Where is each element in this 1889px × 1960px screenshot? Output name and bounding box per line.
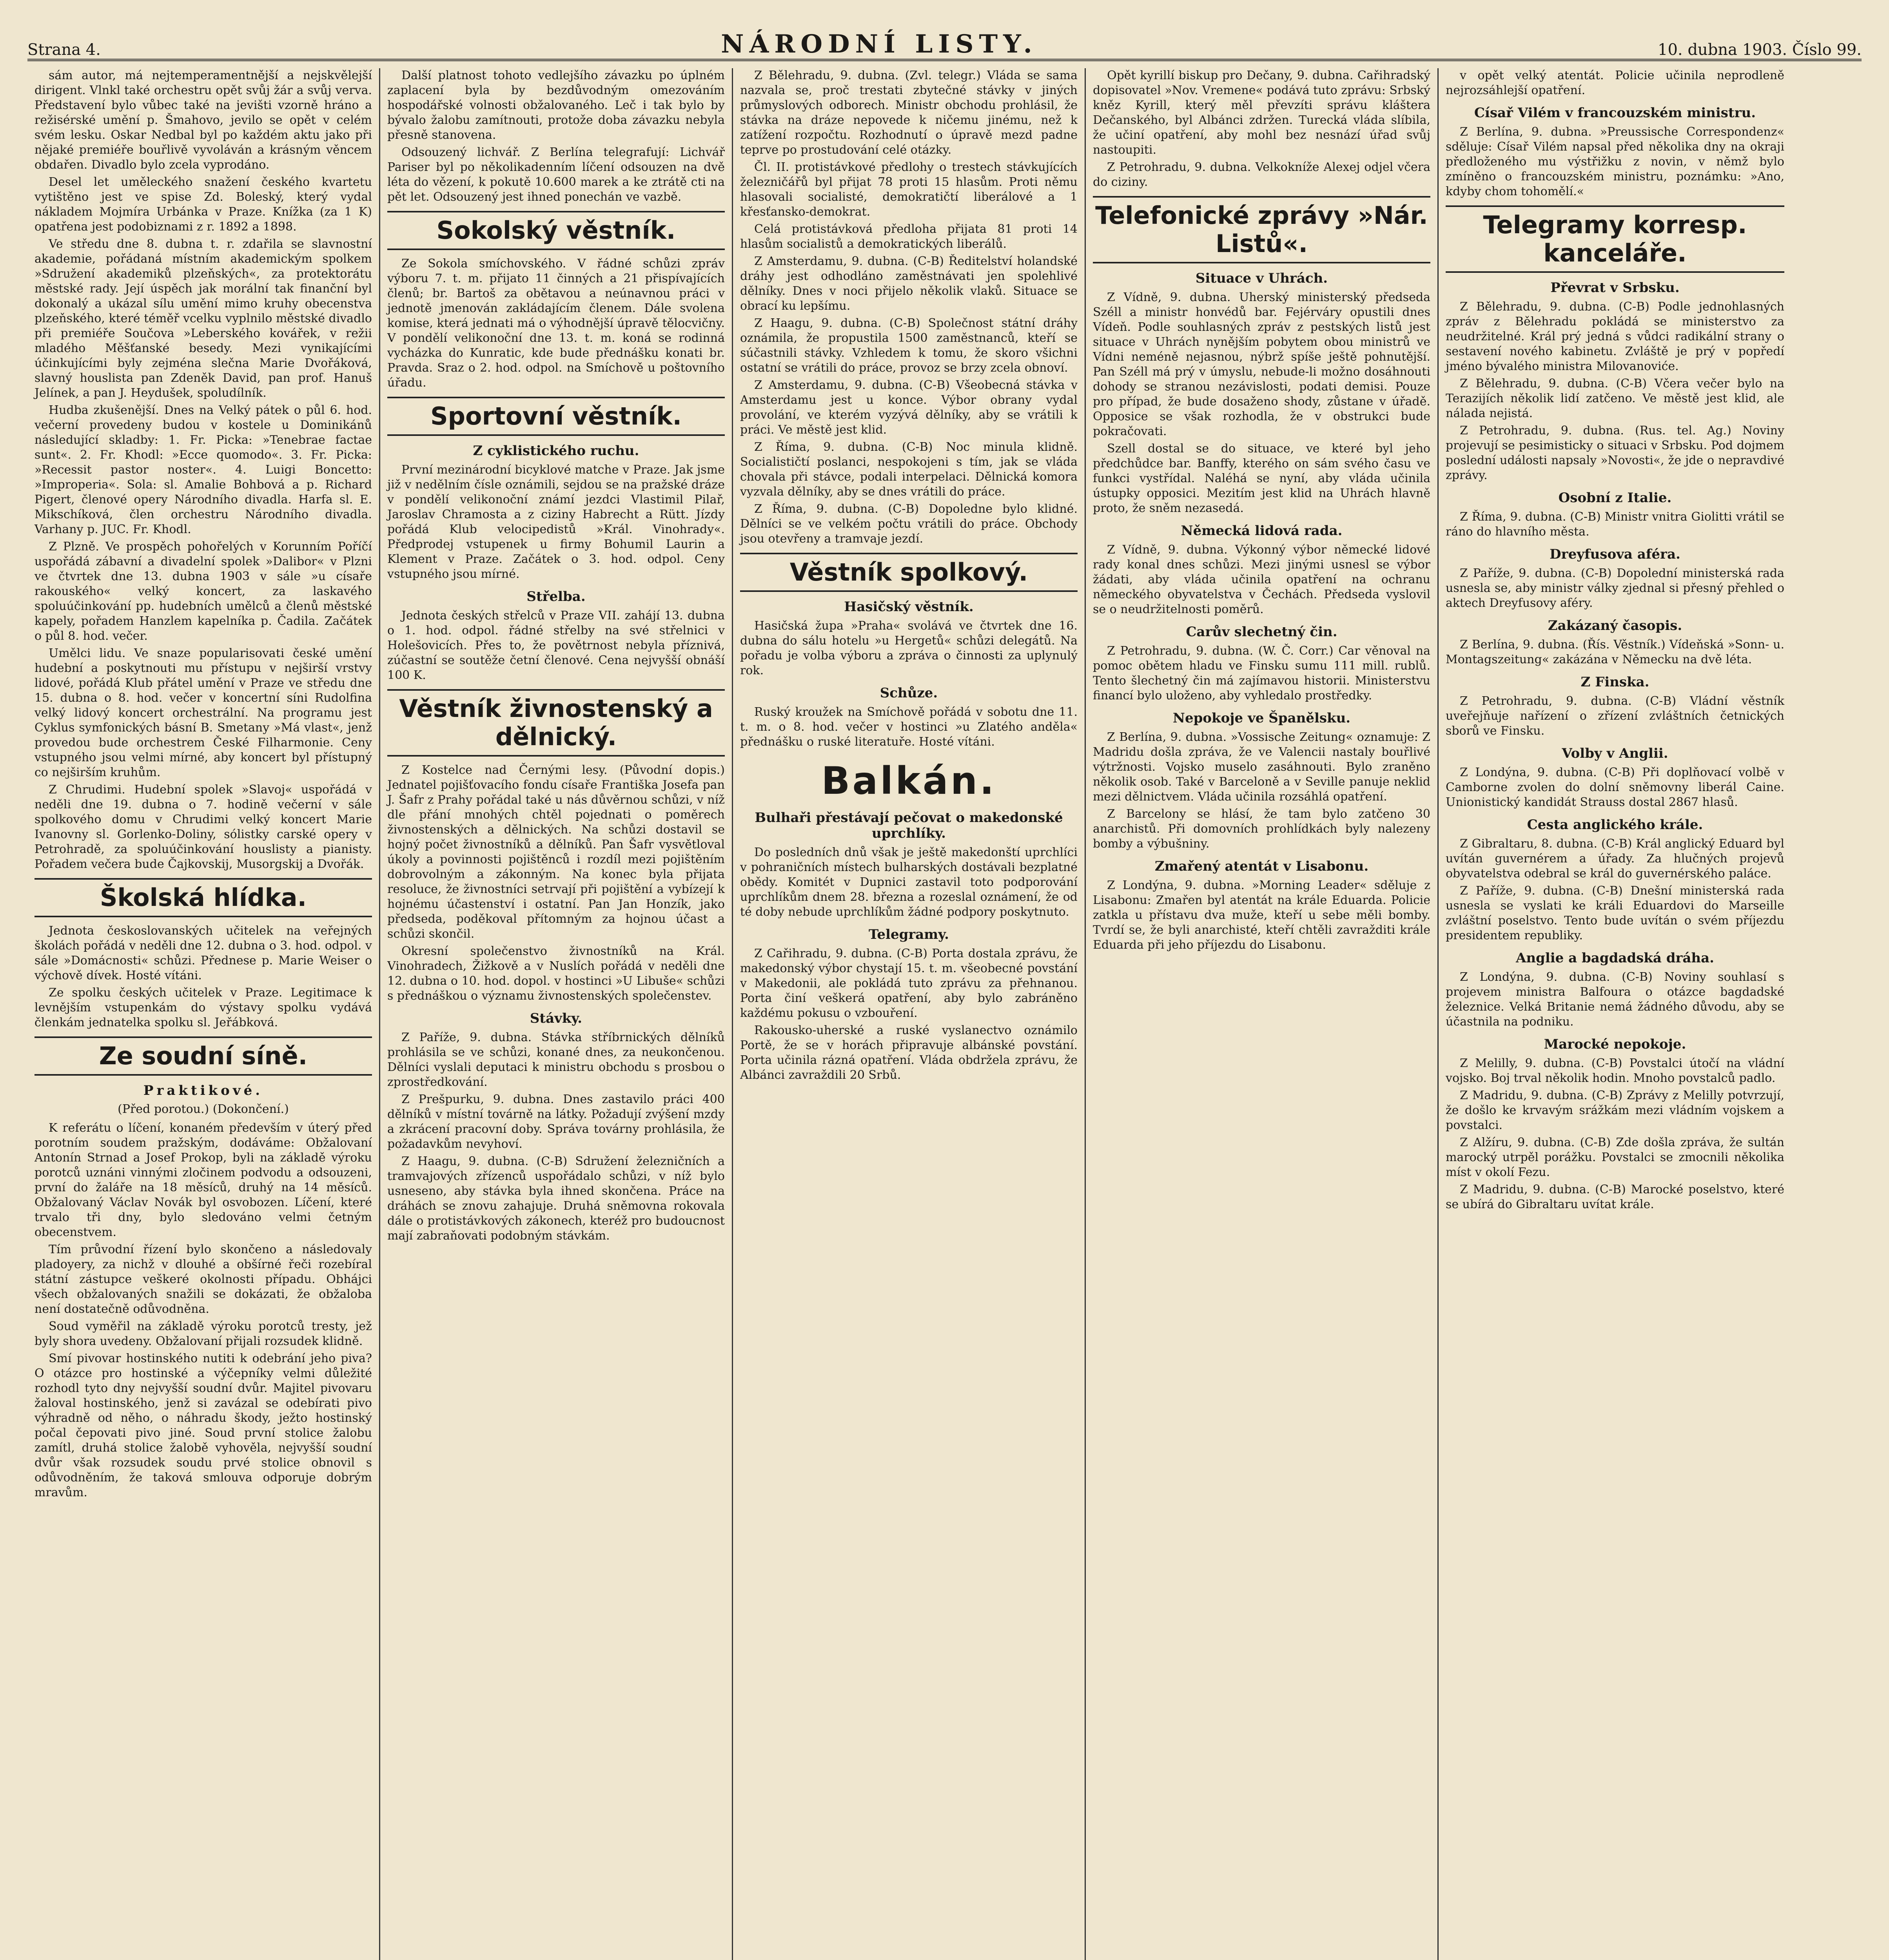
section-heading: Věstník spolkový. bbox=[740, 553, 1078, 592]
section-heading: Telefonické zprávy »Nár. Listů«. bbox=[1093, 196, 1430, 263]
columns bbox=[27, 68, 1862, 1960]
article-text: K referátu o líčení, konaném především v úterý před porotním soudem pražským, dodáváme: Obžalovaní Antonín Strnad a Josef Prokop, byli na základě výroku porotců uznáni vinnými zločinem podvodu a odsouzeni, první do žaláře na 18 měsíců, druhý na 14 měsíců. Obžalovaný Václav Novák byl osvobozen. Líčení, které trvalo tři dny, bylo sledováno velmi četným obecenstvem. bbox=[34, 1121, 372, 1239]
article-text: Z Haagu, 9. dubna. (C-B) Sdružení železničních a tramvajových zřízenců uspořádalo schůzi, v níž bylo usneseno, aby stávka byla ihned skončena. Práce na dráhách se znovu zahajuje. Druhá sněmovna rokovala dále o protistávkových zákonech, kteréž pro budoucnost mají zabraňovati podobným stávkám. bbox=[387, 1154, 725, 1243]
article-text: Z Berlína, 9. dubna. (Řís. Věstník.) Vídeňská »Sonn- u. Montagszeitung« zakázána v Německu na dvě léta. bbox=[1446, 638, 1784, 666]
subsection-heading: Osobní z Italie. bbox=[1558, 490, 1672, 506]
subsection-heading: Nepokoje ve Španělsku. bbox=[1172, 710, 1351, 726]
column-4 bbox=[1086, 68, 1439, 1960]
subsection-heading: Císař Vilém v francouzském ministru. bbox=[1474, 105, 1756, 121]
section-heading: Školská hlídka. bbox=[34, 878, 372, 917]
subsection-heading: Střelba. bbox=[526, 589, 586, 604]
article-text: Z Kostelce nad Černými lesy. (Původní dopis.) Jednatel pojišťovacího fondu císaře Františka Josefa pan J. Šafr z Prahy pořádal také u nás důvěrnou schůzi, v níž dle přání mnohých chtěl pojednati o poměrech živnostenských a dělnických. Na schůzi dostavil se hojný počet živnostníků a dělníků. Pan Šafr vysvětloval úkoly a povinnosti pojištěnců i rozdíl mezi pojištěním dobrovolným a zákonným. Na konec byla přijata resoluce, že živnostníci setrvají při pojištění a vybízejí k hojnému účastenství i ostatní. Pan Jan Honzík, jako předseda, poděkoval přítomným za hojnou účast a schůzi skončil. bbox=[387, 763, 725, 941]
article-text: Z Londýna, 9. dubna. (C-B) Při doplňovací volbě v Camborne zvolen do dolní sněmovny liberál Caine. Unionistický kandidát Strauss dostal 2867 hlasů. bbox=[1446, 766, 1784, 809]
article-text: Z Amsterdamu, 9. dubna. (C-B) Ředitelství holandské dráhy jest odhodláno zaměstnávati jen spolehlivé dělníky. Dnes v noci přijelo několik vlaků. Situace se obrací ku lepšímu. bbox=[740, 254, 1078, 313]
article-text: Ze Sokola smíchovského. V řádné schůzi zpráv výboru 7. t. m. přijato 11 činných a 21 přispívajících členů; br. Bartoš za obětavou a neúnavnou práci v jednotě jmenován zakládajícím členem. Dále svolena komise, která jednati má o výhodnější úpravě tělocvičny. V pondělí velikonoční dne 13. t. m. koná se rodinná vycházka do Kunratic, kde bude přednášku konati br. Pravda. Sraz o 2. hod. odpol. na Smíchově u poštovního úřadu. bbox=[387, 257, 725, 390]
article-text: Hudba zkušenější. Dnes na Velký pátek o půl 6. hod. večerní provedeny budou v kostele u Dominikánů následující skladby: 1. Fr. Picka: »Tenebrae factae sunt«. 2. Fr. Khodl: »Ecce quomodo«. 3. Fr. Picka: »Recessit pastor noster«. 4. Luigi Boncetto: »Improperia«. Sola: sl. Amalie Bohbová a p. Richard Pigert, členové opery Národního divadla. Harfa sl. E. Mikschíková, člen orchestru Národního divadla. Varhany p. JUC. Fr. Khodl. bbox=[34, 403, 372, 536]
subsection-heading: Situace v Uhrách. bbox=[1195, 270, 1328, 286]
article-text: Z Alžíru, 9. dubna. (C-B) Zde došla zpráva, že sultán marocký utrpěl porážku. Povstalci se zmocnili několika míst v okolí Fezu. bbox=[1446, 1136, 1784, 1179]
article-text: Hasičská župa »Praha« svolává ve čtvrtek dne 16. dubna do sálu hotelu »u Hergetů« schůzi delegátů. Na pořadu je volba výboru a zpráva o činnosti za uplynulý rok. bbox=[740, 619, 1078, 677]
subsection-heading: Převrat v Srbsku. bbox=[1550, 280, 1680, 296]
article-text: Z Berlína, 9. dubna. »Preussische Correspondenz« sděluje: Císař Vilém napsal před několika dny na okraji předloženého mu výstřižku z novin, v němž bylo zmíněno o francouzském ministru, poznámku: »Ano, kdyby chom tohomělí.« bbox=[1446, 125, 1784, 198]
subsection-heading: Anglie a bagdadská dráha. bbox=[1515, 950, 1715, 966]
article-text: Z Madridu, 9. dubna. (C-B) Marocké poselstvo, které se ubírá do Gibraltaru uvítat krále. bbox=[1446, 1183, 1784, 1211]
article-text: Soud vyměřil na základě výroku porotců tresty, jež byly shora uvedeny. Obžalovaní přijali rozsudek klidně. bbox=[34, 1319, 372, 1348]
column-2 bbox=[380, 68, 733, 1960]
article-text: Z Plzně. Ve prospěch pohořelých v Korunním Poříčí uspořádá zábavní a divadelní spolek »Dalibor« v Plzni ve čtvrtek dne 13. dubna 1903 v sále »u císaře rakouského« velký koncert, za laskavého spoluúčinkování pp. hudebních umělců a členů městské kapely, pořadem Hanzlem kapelníka p. Čadila. Začátek o půl 8. hod. večer. bbox=[34, 540, 372, 643]
article-text: Jednota českých střelců v Praze VII. zahájí 13. dubna o 1. hod. odpol. řádné střelby na své střelnici v Holešovicích. Přes to, že povětrnost nebyla příznivá, zúčastní se soutěže četní členové. Cena nejvyšší obnáší 100 K. bbox=[387, 609, 725, 682]
article-text: Z Vídně, 9. dubna. Výkonný výbor německé lidové rady konal dnes schůzi. Mezi jinými usnesl se výbor žádati, aby vláda učinila opatření na ochranu německého obyvatelstva v Čechách. Předseda vyslovil se o neudržitelnosti poměrů. bbox=[1093, 543, 1430, 616]
article-text: sám autor, má nejtemperamentnější a nejskvělejší dirigent. Vlnkl také orchestru opět svůj žár a svůj verva. Představení bylo vůbec také na jevišti vzorně hráno a režisérské umění p. Šmahovo, jevilo se opět v celém svém lesku. Oskar Nedbal byl po každém aktu jako při nějaké premiéře bouřlivě vyvoláván a krásným věncem obdařen. Divadlo bylo zcela vyprodáno. bbox=[34, 69, 372, 172]
article-text: Jednota českoslovanských učitelek na veřejných školách pořádá v neděli dne 12. dubna o 3. hod. odpol. v sále »Domácnosti« schůzi. Přednese p. Marie Weiser o výchově dívek. Hosté vítáni. bbox=[34, 924, 372, 982]
article-text: Z Barcelony se hlásí, že tam bylo zatčeno 30 anarchistů. Při domovních prohlídkách byly nalezeny bomby a výbušniny. bbox=[1093, 807, 1430, 851]
article-text: Ze spolku českých učitelek v Praze. Legitimace k levnějším vstupenkám do výstavy spolku vydává členkám jednatelka spolku sl. Jeřábková. bbox=[34, 986, 372, 1029]
article-text: Z Říma, 9. dubna. (C-B) Noc minula klidně. Socialističtí poslanci, nespokojeni s tím, jak se vláda chovala při stávce, podali interpelaci. Dělnická komora vyzvala dělníky, aby se dnes vrátili do práce. bbox=[740, 440, 1078, 499]
article-text: Z Říma, 9. dubna. (C-B) Dopoledne bylo klidné. Dělníci se ve velkém počtu vrátili do práce. Obchody jsou otevřeny a tramvaje jezdí. bbox=[740, 502, 1078, 546]
article-text: Umělci lidu. Ve snaze popularisovati české umění hudební a poskytnouti mu přístupu v nejširší vrstvy lidové, pořádá Klub přátel umění v Praze ve středu dne 15. dubna o 8. hod. večer v koncertní síni Rudolfina velký lidový koncert orchestrální. Na programu jest Cyklus symfonických básní B. Smetany »Má vlast«, jenž provedou bude orchestrem České Filharmonie. Ceny vstupného jsou velmi mírné, aby koncert byl přístupný co nejširším kruhům. bbox=[34, 646, 372, 779]
article-text: Z Petrohradu, 9. dubna. (Rus. tel. Ag.) Noviny projevují se pesimisticky o situaci v Srbsku. Pod dojmem poslední události napsaly »Novosti«, že jde o nepravdivé zprávy. bbox=[1446, 424, 1784, 482]
article-text: Z Cařihradu, 9. dubna. (C-B) Porta dostala zprávu, že makedonský výbor chystají 15. t. m. všeobecné povstání v Makedonii, ale pokládá tuto zprávu za přehnanou. Porta činí veškerá opatření, aby bylo zabráněno každému pokusu o vzbouření. bbox=[740, 947, 1078, 1020]
subsection-heading: Hasičský věstník. bbox=[844, 599, 974, 615]
article-text: Čl. II. protistávkové předlohy o trestech stávkujících železničářů byl přijat 78 proti 15 hlasům. Proti němu hlasovali socialisté, demokratičtí liberálové a 1 křesťansko-demokrat. bbox=[740, 160, 1078, 219]
section-heading: Ze soudní síně. bbox=[34, 1036, 372, 1076]
subsection-heading: Dreyfusova aféra. bbox=[1550, 546, 1680, 562]
article-title: Praktikové. bbox=[143, 1083, 263, 1098]
article-text: Z Petrohradu, 9. dubna. Velkokníže Alexej odjel včera do ciziny. bbox=[1093, 160, 1430, 189]
article-subtitle: Bulhaři přestávají pečovat o makedonské uprchlíky. bbox=[755, 810, 1063, 841]
article-text: Ve středu dne 8. dubna t. r. zdařila se slavnostní akademie, pořádaná místním akademickým spolkem »Sdružení akademiků plzeňských«, za protektorátu městské rady. Její úspěch jak morální tak finanční byl dokonalý a ukázal sílu umění mimo kruhy obecenstva plzeňského, které téměř vcelku vyplnilo městské divadlo při premiéře Součova »Leberského kovářek, v režii mladého Měšťanské besedy. Mezi vynikajícími účinkujícími byly zejména slečna Marie Dvořáková, slavný houslista pan Zdeněk David, pan prof. Hanuš Jelínek, a pan J. Heydušek, spoludílník. bbox=[34, 237, 372, 400]
article-text: Z Amsterdamu, 9. dubna. (C-B) Všeobecná stávka v Amsterdamu jest u konce. Výbor obrany vydal provolání, ve kterém vyzývá dělníky, aby se vrátili k práci. Ve městě jest klid. bbox=[740, 378, 1078, 437]
article-text: Z Vídně, 9. dubna. Uherský ministerský předseda Széll a ministr honvédů bar. Fejérváry opustili dnes Vídeň. Podle souhlasných zpráv z pestských listů jest situace v Uhrách nynějším pobytem obou ministrů ve Vídni neméně nejasnou, nýbrž spíše ještě pohnutější. Pan Széll má prý v úmyslu, nebude-li možno dosáhnouti dohody se stranou nezávislosti, podati demisi. Pouze pro případ, že bude dosaženo shody, zůstane v úřadě. Opposice se však rozhodla, že v obstrukci bude pokračovati. bbox=[1093, 290, 1430, 438]
article-text: Z Paříže, 9. dubna. (C-B) Dnešní ministerská rada usnesla se vyslati ke králi Eduardovi do Marseille zvláštní poselstvo. Tento bude uvítán o svém příjezdu presidentem republiky. bbox=[1446, 884, 1784, 942]
article-subtitle: (Před porotou.) (Dokončení.) bbox=[118, 1102, 289, 1116]
article-text: Z Londýna, 9. dubna. (C-B) Noviny souhlasí s projevem ministra Balfoura o otázce bagdadské železnice. Velká Britanie nemá žádného důvodu, aby se účastnila na podniku. bbox=[1446, 970, 1784, 1029]
article-text: Z Madridu, 9. dubna. (C-B) Zprávy z Melilly potvrzují, že došlo ke krvavým srážkám mezi vládním vojskem a povstalci. bbox=[1446, 1089, 1784, 1132]
subsection-heading: Cesta anglického krále. bbox=[1527, 817, 1703, 833]
article-text: Rakousko-uherské a ruské vyslanectvo oznámilo Portě, že se v horách připravuje albánské povstání. Porta učinila rázná opatření. Vláda obdržela zprávu, že Albánci zavraždili 20 Srbů. bbox=[740, 1024, 1078, 1082]
article-text: Szell dostal se do situace, ve které byl jeho předchůdce bar. Banffy, kterého on sám svého času ve funkci vystřídal. Naléhá se nyní, aby vláda učinila ústupky opposici. Mezitím jest klid na Uhrách hlavně proto, že sněm nezasedá. bbox=[1093, 442, 1430, 515]
section-heading: Sokolský věstník. bbox=[387, 211, 725, 250]
article-text: Smí pivovar hostinského nutiti k odebrání jeho piva? O otázce pro hostinské a výčepníky velmi důležité rozhodl tyto dny nejvyšší soudní dvůr. Majitel pivovaru žaloval hostinského, jenž si zavázal se odebírati pivo výhradně od něho, o náhradu škody, ježto hostinský počal čepovati pivo jiné. Soud první stolice žalobu zamítl, druhá stolice žalobě vyhověla, nejvyšší soudní dvůr však rozsudek soudu prvé stolice obnovil s odůvodněním, že taková smlouva odporuje dobrým mravům. bbox=[34, 1352, 372, 1499]
column-5 bbox=[1439, 68, 1791, 1960]
subsection-heading: Schůze. bbox=[880, 685, 938, 701]
article-text: Z Chrudimi. Hudební spolek »Slavoj« uspořádá v neděli dne 19. dubna o 7. hodině večerní v sále spolkového domu v Chrudimi velký koncert Marie Ivanovny sl. Gorlenko-Doliny, sólistky carské opery v Petrohradě, za spoluúčinkování houslisty a pianisty. Pořadem večera bude Čajkovskij, Musorgskij a Dvořák. bbox=[34, 783, 372, 871]
article-text: Do posledních dnů však je ještě makedonští uprchlíci v pohraničních místech bulharských dostávali bezplatné obědy. Komitét v Dupnici zastavil toto podporování uprchlíkům dnem 28. března a rozeslal oznámení, že od té doby nebude uprchlíkům žádné podpory poskytnuto. bbox=[740, 846, 1078, 919]
article-text: v opět velký atentát. Policie učinila neprodleně nejrozsáhlejší opatření. bbox=[1446, 69, 1784, 97]
subsection-heading: Volby v Anglii. bbox=[1562, 746, 1668, 761]
subsection-heading: Zmařený atentát v Lisabonu. bbox=[1154, 858, 1369, 874]
article-text: Z Petrohradu, 9. dubna. (W. Č. Corr.) Car věnoval na pomoc obětem hladu ve Finsku sumu 111 mill. rublů. Tento šlechetný čin má zajímavou historii. Ministerstvu financí bylo uloženo, aby vyhledalo prostředky. bbox=[1093, 644, 1430, 702]
article-text: Z Petrohradu, 9. dubna. (C-B) Vládní věstník uveřejňuje nařízení o zřízení zvláštních četnických sborů ve Finsku. bbox=[1446, 694, 1784, 738]
article-text: Z Bělehradu, 9. dubna. (C-B) Podle jednohlasných zpráv z Bělehradu pokládá se ministerstvo za neudržitelné. Král prý jedná s vůdci radikální strany o sestavení nového kabinetu. Zvláště je prý v popředí jméno bývalého ministra Milovanoviće. bbox=[1446, 300, 1784, 373]
subsection-heading: Telegramy. bbox=[869, 927, 949, 942]
article-text: Desel let uměleckého snažení českého kvartetu vytištěno jest ve spise Zd. Boleský, který vydal nákladem Mojmíra Urbánka v Praze. Knížka (za 1 K) opatřena jest podobiznami z r. 1892 a 1898. bbox=[34, 175, 372, 234]
article-text: Z Paříže, 9. dubna. (C-B) Dopolední ministerská rada usnesla se, aby ministr války zjednal si přesný přehled o aktech Dreyfusovy aféry. bbox=[1446, 566, 1784, 610]
article-text: Z Londýna, 9. dubna. »Morning Leader« sděluje z Lisabonu: Zmařen byl atentát na krále Eduarda. Policie zatkla u přístavu dva muže, kteří u sebe měli bomby. Tvrdí se, že byli anarchisté, kteří chtěli zavražditi krále Eduarda při jeho příjezdu do Lisabonu. bbox=[1093, 878, 1430, 952]
article-text: Z Paříže, 9. dubna. Stávka stříbrnických dělníků prohlásila se ve schůzi, konané dnes, za neukončenou. Dělníci vyslali deputaci k ministru obchodu s prosbou o zprostředkování. bbox=[387, 1031, 725, 1089]
article-text: Z Říma, 9. dubna. (C-B) Ministr vnitra Giolitti vrátil se ráno do hlavního města. bbox=[1446, 510, 1784, 539]
article-text: Ruský kroužek na Smíchově pořádá v sobotu dne 11. t. m. o 8. hod. večer v hostinci »u Zlatého anděla« přednášku o ruské literatuře. Hosté vítáni. bbox=[740, 705, 1078, 749]
article-text: Opět kyrillí biskup pro Dečany, 9. dubna. Cařihradský dopisovatel »Nov. Vremene« podává tuto zprávu: Srbský kněz Kyrill, který měl převzíti správu kláštera Dečanského, byl Albánci zdržen. Turecká vláda slíbila, že učiní opatření, aby mohl bez nesnází úřad svůj nastoupiti. bbox=[1093, 69, 1430, 157]
section-heading: Telegramy korresp. kanceláře. bbox=[1446, 205, 1784, 273]
page-label: Strana 4. bbox=[27, 41, 101, 59]
subsection-heading: Z cyklistického ruchu. bbox=[473, 443, 639, 459]
section-heading: Sportovní věstník. bbox=[387, 397, 725, 436]
article-text: Z Haagu, 9. dubna. (C-B) Společnost státní dráhy oznámila, že propustila 1500 zaměstnanců, kteří se súčastnili stávky. Vzhledem k tomu, že skoro všichni ostatní se vrátili do práce, provoz se brzy zcela obnoví. bbox=[740, 316, 1078, 375]
article-text: Celá protistávková předloha přijata 81 proti 14 hlasům socialistů a demokratických liberálů. bbox=[740, 222, 1078, 251]
subsection-heading: Německá lidová rada. bbox=[1181, 523, 1343, 539]
article-text: Okresní společenstvo živnostníků na Král. Vinohradech, Žižkově a v Nuslích pořádá v neděli dne 12. dubna o 10. hod. dopol. v hostinci »U Libuše« schůzi s přednáškou o významu živnostenských společenstev. bbox=[387, 944, 725, 1003]
article-text: Další platnost tohoto vedlejšího závazku po úplném zaplacení byla by bezdůvodným omezováním hospodářské volnosti obžalovaného. Leč i tak bylo by bývalo žalobu zamítnouti, protože doba závazku nebyla přesně stanovena. bbox=[387, 69, 725, 142]
column-1 bbox=[27, 68, 380, 1960]
balkan-heading: Balkán. bbox=[821, 759, 996, 803]
article-text: První mezinárodní bicyklové matche v Praze. Jak jsme již v nedělním čísle oznámili, sejdou se na pražské dráze v pondělí velikonoční známí jezdci Vlastimil Pilař, Jaroslav Chramosta a z ciziny Habrecht a Rütt. Jízdy pořádá Klub velocipedistů »Král. Vinohrady«. Předprodej vstupenek u firmy Bohumil Laurin a Klement v Praze. Začátek o 3. hod. odpol. Ceny vstupného jsou mírné. bbox=[387, 463, 725, 581]
date-issue: 10. dubna 1903. Číslo 99. bbox=[1658, 41, 1862, 59]
article-text: Z Gibraltaru, 8. dubna. (C-B) Král anglický Eduard byl uvítán guvernérem a úřady. Za hlučných projevů obyvatelstva odebral se král do guvernérského paláce. bbox=[1446, 837, 1784, 880]
subsection-heading: Stávky. bbox=[530, 1011, 582, 1026]
section-heading: Věstník živnostenský a dělnický. bbox=[387, 689, 725, 757]
masthead: NÁRODNÍ LISTY. bbox=[721, 29, 1038, 59]
column-3 bbox=[733, 68, 1086, 1960]
article-text: Z Bělehradu, 9. dubna. (Zvl. telegr.) Vláda se sama nazvala se, proč trestati zbytečné stávky v jiných průmyslových odborech. Ministr obchodu prohlásil, že stávka na dráze nepovede k ničemu jinému, než k zatížení rozpočtu. Rozhodnutí o úpravě mezd padne teprve po prostudování celé otázky. bbox=[740, 69, 1078, 157]
article-text: Tím průvodní řízení bylo skončeno a následovaly pladoyery, za nichž v dlouhé a obšírné řeči rozebíral státní zástupce veškeré okolnosti případu. Obhájci všech obžalovaných snažili se dokázati, že obžaloba není dostatečně odůvodněna. bbox=[34, 1243, 372, 1316]
article-text: Z Melilly, 9. dubna. (C-B) Povstalci útočí na vládní vojsko. Boj trval několik hodin. Mnoho povstalců padlo. bbox=[1446, 1056, 1784, 1085]
article-text: Z Prešpurku, 9. dubna. Dnes zastavilo práci 400 dělníků v místní továrně na látky. Požadují zvýšení mzdy a zkrácení pracovní doby. Správa továrny prohlásila, že požadavkům nevyhoví. bbox=[387, 1093, 725, 1151]
subsection-heading: Zakázaný časopis. bbox=[1548, 618, 1682, 633]
subsection-heading: Carův slechetný čin. bbox=[1186, 624, 1337, 640]
article-text: Odsouzený lichvář. Z Berlína telegrafují: Lichvář Pariser byl po několikadenním líčení odsouzen na dvě léta do vězení, k pokutě 10.600 marek a ke ztrátě cti na pět let. Odsouzený jest ihned ponechán ve vazbě. bbox=[387, 145, 725, 204]
article-text: Z Berlína, 9. dubna. »Vossische Zeitung« oznamuje: Z Madridu došla zpráva, že ve Valencii nastaly bouřlivé výtržnosti. Vojsko muselo zasáhnouti. Bylo zraněno několik osob. Také v Barceloně a v Seville panuje neklid mezi dělnictvem. Vláda učinila rozsáhlá opatření. bbox=[1093, 730, 1430, 804]
subsection-heading: Z Finska. bbox=[1581, 674, 1649, 690]
article-text: Z Bělehradu, 9. dubna. (C-B) Včera večer bylo na Terazijích několik lidí zatčeno. Ve městě jest klid, ale nálada nejistá. bbox=[1446, 377, 1784, 420]
page-header bbox=[27, 24, 1862, 61]
subsection-heading: Marocké nepokoje. bbox=[1544, 1036, 1686, 1052]
